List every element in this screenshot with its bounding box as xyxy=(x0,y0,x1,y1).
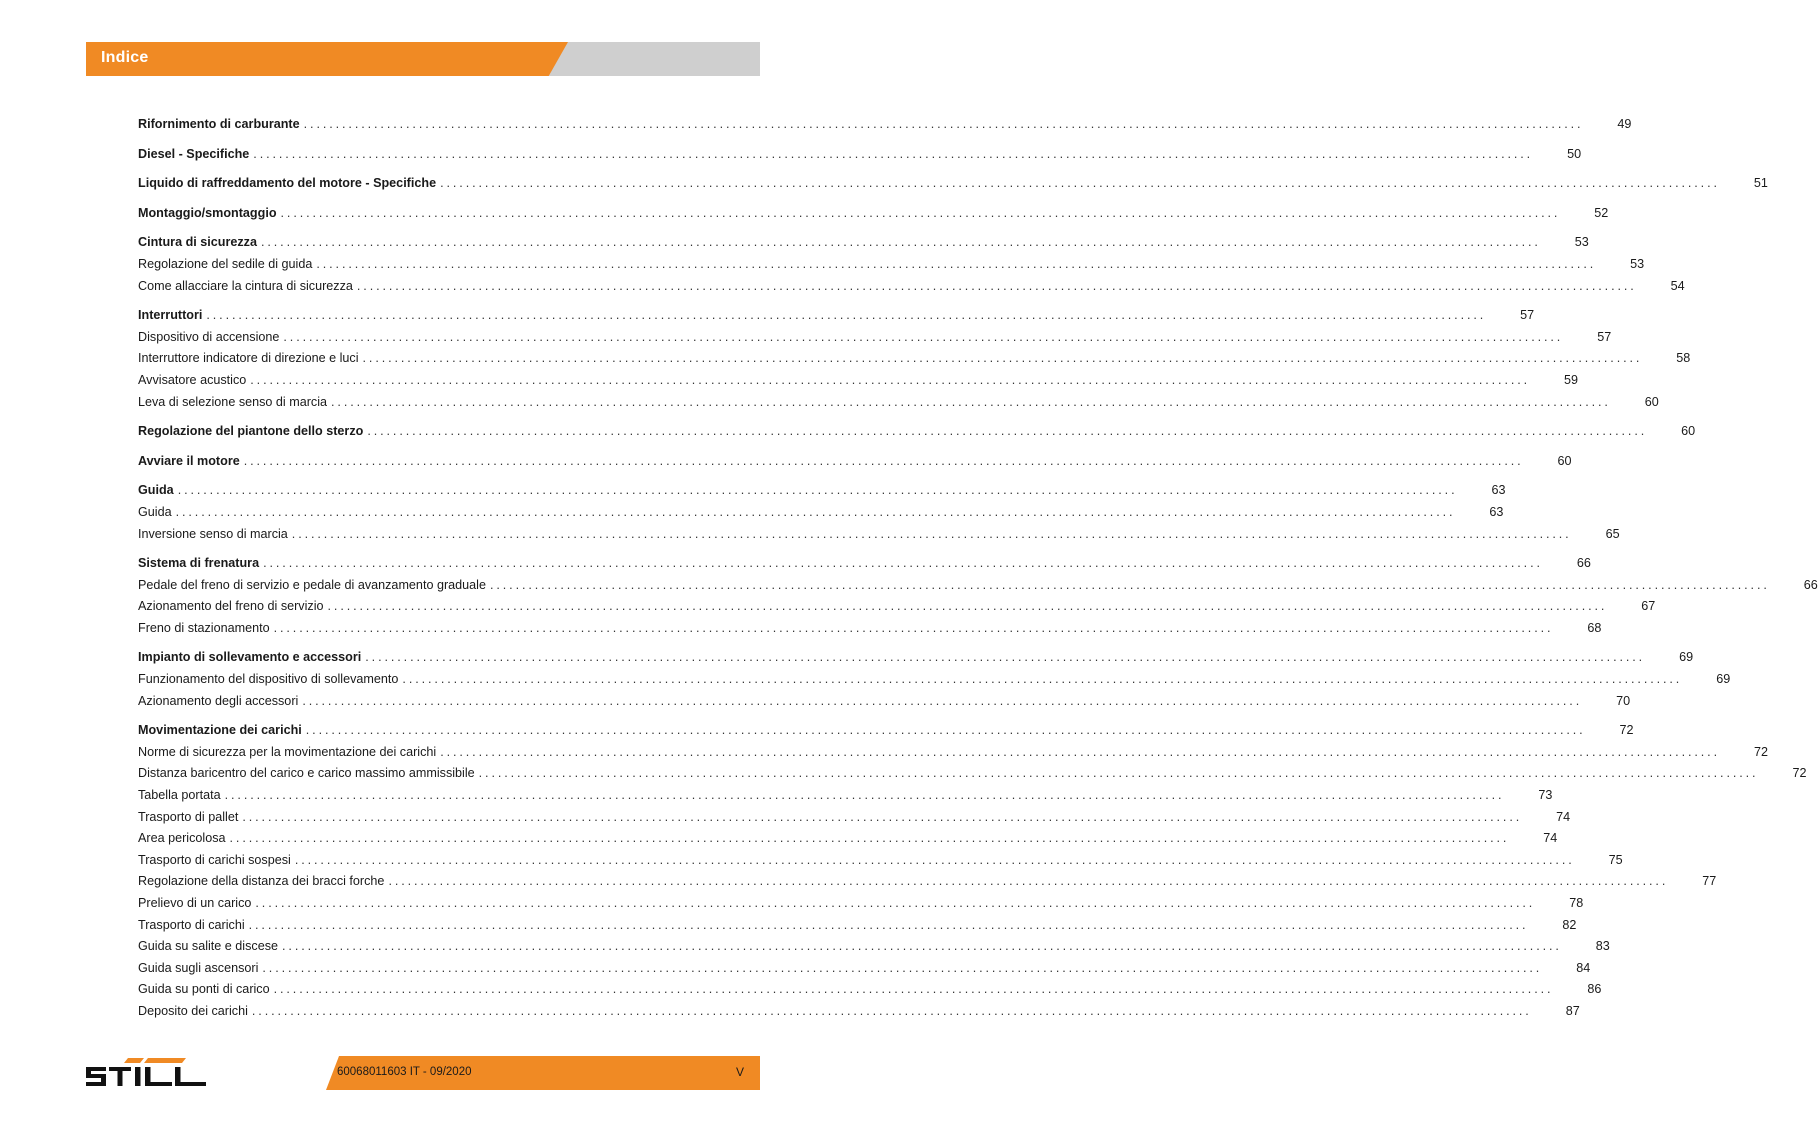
toc-entry-label: Trasporto di pallet xyxy=(138,809,239,824)
toc-entry-label: Liquido di raffreddamento del motore - Specifiche xyxy=(138,176,437,191)
toc-section-entry[interactable] xyxy=(138,421,1696,443)
toc-section-entry[interactable] xyxy=(138,647,1694,669)
toc-leader-dots: ........................................................................................................................................................................................................ xyxy=(440,176,1720,191)
toc-entry-label: Azionamento del freno di servizio xyxy=(138,599,324,614)
toc-entry-page: 67 xyxy=(1641,599,1656,614)
toc-section-entry[interactable] xyxy=(138,553,1591,575)
toc-entry-label: Leva di selezione senso di marcia xyxy=(138,394,328,409)
page-number: V xyxy=(736,1065,745,1079)
toc-entry-label: Prelievo di un carico xyxy=(138,896,252,910)
toc-entry-page: 49 xyxy=(1617,117,1632,131)
toc-leader-dots: ........................................................................................................................................................................................................ xyxy=(255,896,1536,910)
toc-entry-page: 72 xyxy=(1619,723,1634,738)
toc-entry-label: Guida xyxy=(138,504,172,519)
toc-section-entry[interactable] xyxy=(138,305,1535,327)
header-grey-band xyxy=(544,42,760,76)
toc-entry-page: 69 xyxy=(1716,672,1731,687)
toc-entry-page: 70 xyxy=(1616,693,1631,708)
toc-entry-label: Regolazione del sedile di guida xyxy=(138,256,313,271)
toc-entry-label: Azionamento degli accessori xyxy=(138,693,299,708)
toc-entry-label: Guida xyxy=(138,483,174,498)
toc-leader-dots: ........................................................................................................................................................................................................ xyxy=(283,329,1564,344)
toc-leader-dots: ........................................................................................................................................................................................................ xyxy=(280,205,1561,220)
toc-entry-page: 63 xyxy=(1491,483,1506,498)
toc-entry-label: Trasporto di carichi xyxy=(138,917,245,932)
toc-leader-dots: ........................................................................................................................................................................................................ xyxy=(175,504,1456,519)
toc-entry-label: Come allacciare la cintura di sicurezza xyxy=(138,278,353,293)
toc-subsection-entry[interactable] xyxy=(138,327,1612,349)
toc-subsection-entry[interactable] xyxy=(138,807,1571,829)
toc-entry-label: Interruttori xyxy=(138,308,203,323)
toc-leader-dots: ........................................................................................................................................................................................................ xyxy=(243,453,1524,468)
toc-leader-dots: ........................................................................................................................................................................................................ xyxy=(273,620,1554,635)
still-logo-mark-icon xyxy=(124,1058,186,1063)
toc-entry-label: Avviare il motore xyxy=(138,453,240,468)
toc-leader-dots: ........................................................................................................................................................................................................ xyxy=(303,117,1584,131)
toc-entry-label: Norme di sicurezza per la movimentazione dei carichi xyxy=(138,744,437,759)
toc-entry-page: 53 xyxy=(1630,256,1645,271)
toc-entry-label: Deposito dei carichi xyxy=(138,1003,248,1018)
toc-subsection-entry[interactable] xyxy=(138,524,1620,546)
toc-leader-dots: ........................................................................................................................................................................................................ xyxy=(229,831,1510,846)
toc-subsection-entry[interactable] xyxy=(138,785,1553,807)
toc-leader-dots: ........................................................................................................................................................................................................ xyxy=(388,874,1669,889)
toc-leader-dots: ........................................................................................................................................................................................................ xyxy=(402,672,1683,687)
toc-entry-label: Tabella portata xyxy=(138,788,221,803)
toc-subsection-entry[interactable] xyxy=(138,596,1656,618)
toc-leader-dots: ........................................................................................................................................................................................................ xyxy=(263,556,1543,571)
toc-entry-page: 60 xyxy=(1681,424,1696,439)
toc-leader-dots: ........................................................................................................................................................................................................ xyxy=(365,650,1646,665)
toc-subsection-entry[interactable] xyxy=(138,936,1610,958)
toc-leader-dots: ........................................................................................................................................................................................................ xyxy=(302,693,1583,708)
toc-section-entry[interactable] xyxy=(138,144,1582,166)
toc-leader-dots: ........................................................................................................................................................................................................ xyxy=(440,744,1720,759)
toc-leader-dots: ........................................................................................................................................................................................................ xyxy=(291,526,1572,541)
toc-subsection-entry[interactable] xyxy=(138,392,1659,414)
toc-entry-label: Rifornimento di carburante xyxy=(138,117,300,131)
toc-subsection-entry[interactable] xyxy=(138,276,1685,298)
toc-entry-page: 86 xyxy=(1587,982,1602,997)
toc-entry-label: Guida su salite e discese xyxy=(138,939,279,954)
toc-subsection-entry[interactable] xyxy=(138,254,1645,276)
toc-section-entry[interactable] xyxy=(138,232,1589,254)
toc-leader-dots: ........................................................................................................................................................................................................ xyxy=(362,351,1643,366)
toc-entry-page: 53 xyxy=(1574,235,1589,250)
toc-subsection-entry[interactable] xyxy=(138,763,1807,785)
toc-leader-dots: ........................................................................................................................................................................................................ xyxy=(177,483,1458,498)
toc-entry-label: Impianto di sollevamento e accessori xyxy=(138,650,362,665)
toc-entry-label: Inversione senso di marcia xyxy=(138,526,288,541)
still-logo xyxy=(84,1056,210,1090)
page-title: Indice xyxy=(101,49,149,66)
toc-entry-page: 72 xyxy=(1753,744,1768,759)
toc-entry-page: 82 xyxy=(1562,917,1577,932)
toc-entry-page: 58 xyxy=(1676,351,1691,366)
toc-subsection-entry[interactable] xyxy=(138,871,1717,893)
toc-subsection-entry[interactable] xyxy=(138,742,1768,764)
toc-leader-dots: ........................................................................................................................................................................................................ xyxy=(262,960,1543,975)
toc-leader-dots: ........................................................................................................................................................................................................ xyxy=(251,1003,1532,1018)
toc-entry-label: Dispositivo di accensione xyxy=(138,329,280,344)
document-code: 60068011603 IT - 09/2020 xyxy=(337,1066,472,1078)
toc-subsection-entry[interactable] xyxy=(138,915,1577,937)
toc-entry-page: 78 xyxy=(1569,896,1584,910)
toc-entry-label: Trasporto di carichi sospesi xyxy=(138,852,291,867)
toc-entry-page: 68 xyxy=(1587,620,1602,635)
toc-subsection-entry[interactable] xyxy=(138,850,1623,872)
toc-entry-label: Guida su ponti di carico xyxy=(138,982,270,997)
toc-entry-label: Diesel - Specifiche xyxy=(138,146,250,161)
toc-entry-label: Avvisatore acustico xyxy=(138,372,247,387)
toc-subsection-entry[interactable] xyxy=(138,370,1579,392)
toc-entry-page: 59 xyxy=(1564,372,1579,387)
toc-leader-dots: ........................................................................................................................................................................................................ xyxy=(206,308,1487,323)
toc-entry-page: 75 xyxy=(1608,852,1623,867)
toc-entry-page: 50 xyxy=(1567,146,1582,161)
toc-entry-label: Montaggio/smontaggio xyxy=(138,205,277,220)
toc-leader-dots: ........................................................................................................................................................................................................ xyxy=(331,394,1611,409)
toc-entry-page: 74 xyxy=(1543,831,1558,846)
toc-leader-dots: ........................................................................................................................................................................................................ xyxy=(305,723,1586,738)
toc-leader-dots: ........................................................................................................................................................................................................ xyxy=(327,599,1608,614)
page-header xyxy=(86,42,760,76)
toc-section-entry[interactable] xyxy=(138,720,1634,742)
toc-entry-page: 72 xyxy=(1792,766,1807,781)
still-logo-letters xyxy=(86,1067,206,1086)
toc-leader-dots: ........................................................................................................................................................................................................ xyxy=(260,235,1541,250)
toc-entry-page: 87 xyxy=(1565,1003,1580,1018)
toc-leader-dots: ........................................................................................................................................................................................................ xyxy=(356,278,1637,293)
toc-entry-page: 57 xyxy=(1597,329,1612,344)
toc-subsection-entry[interactable] xyxy=(138,691,1631,713)
toc-entry-label: Sistema di frenatura xyxy=(138,556,260,571)
toc-entry-label: Cintura di sicurezza xyxy=(138,235,257,250)
toc-leader-dots: ........................................................................................................................................................................................................ xyxy=(367,424,1648,439)
toc-entry-page: 60 xyxy=(1557,453,1572,468)
toc-subsection-entry[interactable] xyxy=(138,828,1558,850)
toc-entry-label: Pedale del freno di servizio e pedale di avanzamento graduale xyxy=(138,577,486,592)
toc-leader-dots: ........................................................................................................................................................................................................ xyxy=(248,917,1529,932)
toc-entry-page: 54 xyxy=(1670,278,1685,293)
toc-subsection-entry[interactable] xyxy=(138,958,1591,980)
toc-section-entry[interactable] xyxy=(138,203,1609,225)
toc-leader-dots: ........................................................................................................................................................................................................ xyxy=(242,809,1523,824)
toc-entry-label: Distanza baricentro del carico e carico massimo ammissibile xyxy=(138,766,475,781)
toc-entry-page: 84 xyxy=(1576,960,1591,975)
toc-entry-page: 74 xyxy=(1556,809,1571,824)
toc-leader-dots: ........................................................................................................................................................................................................ xyxy=(253,146,1534,161)
toc-entry-page: 83 xyxy=(1595,939,1610,954)
toc-entry-label: Regolazione del piantone dello sterzo xyxy=(138,424,364,439)
toc-leader-dots: ........................................................................................................................................................................................................ xyxy=(316,256,1597,271)
toc-leader-dots: ........................................................................................................................................................................................................ xyxy=(489,577,1770,592)
toc-leader-dots: ........................................................................................................................................................................................................ xyxy=(478,766,1759,781)
toc-subsection-entry[interactable] xyxy=(138,669,1731,691)
toc-entry-page: 66 xyxy=(1576,556,1591,571)
toc-subsection-entry[interactable] xyxy=(138,1001,1580,1023)
toc-leader-dots: ........................................................................................................................................................................................................ xyxy=(273,982,1554,997)
header-orange-band xyxy=(86,42,568,76)
toc-subsection-entry[interactable] xyxy=(138,502,1504,524)
toc-leader-dots: ........................................................................................................................................................................................................ xyxy=(250,372,1531,387)
toc-entry-label: Freno di stazionamento xyxy=(138,620,270,635)
table-of-contents xyxy=(138,114,1818,1023)
toc-subsection-entry[interactable] xyxy=(138,348,1691,370)
toc-section-entry[interactable] xyxy=(138,480,1506,502)
toc-entry-page: 57 xyxy=(1520,308,1535,323)
toc-leader-dots: ........................................................................................................................................................................................................ xyxy=(224,788,1505,803)
toc-entry-page: 63 xyxy=(1489,504,1504,519)
toc-entry-label: Guida sugli ascensori xyxy=(138,960,259,975)
toc-subsection-entry[interactable] xyxy=(138,575,1818,597)
toc-entry-label: Funzionamento del dispositivo di sollevamento xyxy=(138,672,399,687)
toc-entry-label: Regolazione della distanza dei bracci forche xyxy=(138,874,385,889)
toc-entry-page: 69 xyxy=(1679,650,1694,665)
toc-entry-label: Movimentazione dei carichi xyxy=(138,723,302,738)
toc-entry-page: 73 xyxy=(1538,788,1553,803)
toc-section-entry[interactable] xyxy=(138,173,1768,195)
toc-entry-label: Interruttore indicatore di direzione e luci xyxy=(138,351,359,366)
toc-section-entry[interactable] xyxy=(138,114,1632,136)
toc-entry-page: 77 xyxy=(1702,874,1717,889)
toc-entry-label: Area pericolosa xyxy=(138,831,226,846)
toc-entry-page: 66 xyxy=(1803,577,1818,592)
toc-entry-page: 51 xyxy=(1753,176,1768,191)
toc-leader-dots: ........................................................................................................................................................................................................ xyxy=(294,852,1575,867)
toc-entry-page: 65 xyxy=(1605,526,1620,541)
toc-entry-page: 60 xyxy=(1644,394,1659,409)
toc-subsection-entry[interactable] xyxy=(138,893,1584,915)
toc-leader-dots: ........................................................................................................................................................................................................ xyxy=(282,939,1562,954)
toc-subsection-entry[interactable] xyxy=(138,979,1602,1001)
toc-subsection-entry[interactable] xyxy=(138,618,1602,640)
toc-section-entry[interactable] xyxy=(138,451,1572,473)
toc-entry-page: 52 xyxy=(1594,205,1609,220)
